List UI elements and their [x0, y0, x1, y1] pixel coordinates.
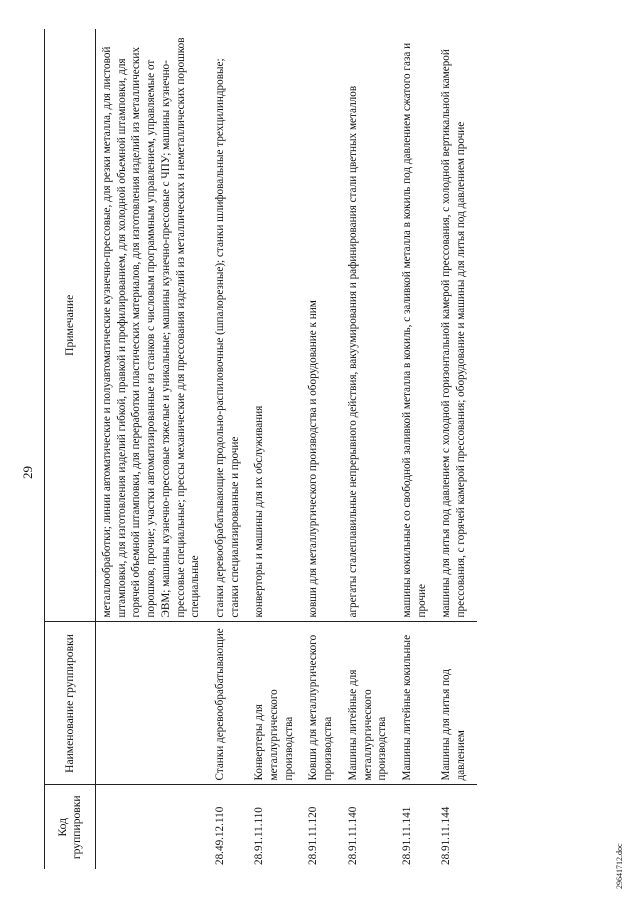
- row-code: 28.91.11.110: [253, 807, 266, 865]
- table-row: [304, 29, 343, 869]
- row-name: Машины для литья под давлением: [437, 622, 476, 785]
- table-row: [211, 29, 250, 869]
- row-name: Конвертеры для металлургического производства: [250, 622, 304, 785]
- row-note: станки деревообрабатывающие продольно-распиловочные (шпалорезные); станки шлифовальные трехцилиндровые; станки специализированные и прочие: [211, 29, 250, 622]
- row-name: Ковши для металлургического производства: [304, 622, 343, 785]
- row-code: 28.91.11.144: [440, 806, 453, 865]
- row-code: 28.91.11.120: [307, 806, 320, 865]
- row-note: ковши для металлургического производства и оборудование к ним: [304, 29, 343, 622]
- table-header-row: [45, 29, 96, 869]
- row-name: Машины литейные для металлургического производства: [344, 622, 398, 785]
- row-name: Машины литейные кокильные: [398, 622, 437, 785]
- header-name: Наименование группировки: [45, 622, 96, 785]
- table-row: [250, 29, 304, 869]
- row-note: машины для литья под давлением с холодной горизонтальной камерой прессования, с холодной вертикальной камерой прессования, с горячей камерой прессования; оборудование и машины для литья под давлением прочие: [437, 29, 476, 622]
- header-note: Примечание: [45, 29, 96, 622]
- row-code: 28.91.11.140: [346, 806, 359, 865]
- row-name: Станки деревообрабатывающие: [211, 622, 250, 785]
- table-row: [96, 29, 211, 869]
- table-row: [344, 29, 398, 869]
- header-code: Код группировки: [45, 785, 96, 869]
- groupings-table: [44, 29, 477, 869]
- row-code: 28.49.12.110: [213, 806, 226, 865]
- table-row: [437, 29, 476, 869]
- page-number: 29: [20, 466, 35, 479]
- row-name: [96, 622, 211, 785]
- row-code: [96, 785, 211, 869]
- row-note: металлообработки; линии автоматические и полуавтоматические кузнечно-прессовые, для резки металла, для листовой штамповки, для изготовления изделий гибкой, правкой и профилированием, для холодной объемной штамповки, для горячей объемной штамповки, для переработки пластических материалов, для изготовления изделий из металлических порошков, прочие; участки автоматизированные из станков с числовым программным управлением, управляемые от ЭВМ; машины кузнечно-прессовые тяжелые и уникальные; машины кузнечно-прессовые с ЧПУ; машины кузнечно-прессовые специальные; прессы механические для прессования изделий из металлических и неметаллических порошков специальные: [96, 29, 211, 622]
- row-code: 28.91.11.141: [400, 806, 413, 865]
- row-note: конверторы и машины для их обслуживания: [250, 29, 304, 622]
- row-note: машины кокильные со свободной заливкой металла в кокиль, с заливкой металла в кокиль под давлением сжатого газа и прочие: [398, 29, 437, 622]
- rotated-page: [15, 9, 625, 889]
- row-note: агрегаты сталеплавильные непрерывного действия, вакуумирования и рафинирования стали цветных металлов: [344, 29, 398, 622]
- table-row: [398, 29, 437, 869]
- footer-filename: 29641712.doc: [615, 843, 624, 889]
